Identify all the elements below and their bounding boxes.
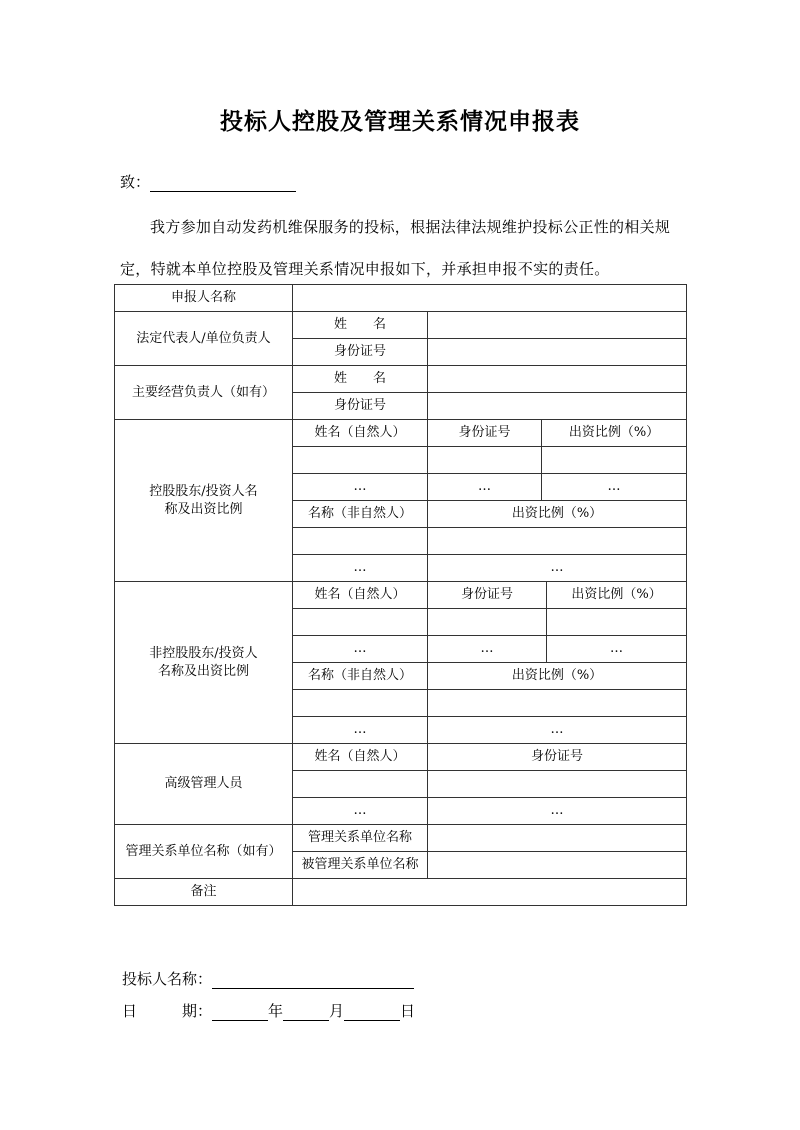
table-row: [115, 312, 687, 339]
senior-mgmt-id-field[interactable]: [428, 771, 687, 798]
non-controlling-natural-name-field[interactable]: [293, 609, 428, 636]
mgmt-unit-field[interactable]: [428, 825, 687, 852]
legal-rep-id-label: 身份证号: [293, 339, 428, 366]
ellipsis-cell: …: [542, 474, 687, 501]
ellipsis-cell: …: [428, 798, 687, 825]
addressee-blank[interactable]: [150, 175, 296, 192]
senior-mgmt-label: 高级管理人员: [115, 744, 293, 825]
legal-rep-label: 法定代表人/单位负责人: [115, 312, 293, 366]
table-row: [115, 582, 687, 609]
table-row: [115, 285, 687, 312]
ellipsis-cell: …: [547, 636, 687, 663]
date-line: [122, 1000, 415, 1021]
table-row: [115, 825, 687, 852]
non-controlling-natural-ratio-field[interactable]: [547, 609, 687, 636]
ellipsis-cell: …: [293, 555, 428, 582]
table-row: [115, 879, 687, 906]
ellipsis-cell: …: [293, 636, 428, 663]
col-header-ratio: 出资比例（%）: [428, 501, 687, 528]
non-controlling-shareholder-label: 非控股股东/投资人名称及出资比例: [115, 582, 293, 744]
page-title: 投标人控股及管理关系情况申报表: [220, 108, 580, 135]
main-manager-name-label: 姓 名: [293, 366, 428, 393]
ellipsis-cell: …: [293, 474, 428, 501]
mgmt-unit-label: 管理关系单位名称: [293, 825, 428, 852]
bidder-name-blank[interactable]: [212, 972, 414, 989]
ellipsis-cell: …: [293, 717, 428, 744]
addressee-line: [120, 171, 296, 192]
legal-rep-id-field[interactable]: [428, 339, 687, 366]
col-header-ratio: 出资比例（%）: [542, 420, 687, 447]
remarks-field[interactable]: [293, 879, 687, 906]
day-label: 日: [400, 1002, 416, 1020]
ellipsis-cell: …: [428, 474, 542, 501]
month-blank[interactable]: [283, 1004, 329, 1021]
col-header-ratio: 出资比例（%）: [428, 663, 687, 690]
bidder-name-line: [122, 968, 414, 989]
table-row: [115, 420, 687, 447]
applicant-name-label: 申报人名称: [115, 285, 293, 312]
remarks-label: 备注: [115, 879, 293, 906]
bidder-name-label: 投标人名称：: [122, 970, 213, 988]
col-header-id: 身份证号: [428, 582, 547, 609]
col-header-name-non-natural: 名称（非自然人）: [293, 501, 428, 528]
main-manager-name-field[interactable]: [428, 366, 687, 393]
main-manager-label: 主要经营负责人（如有）: [115, 366, 293, 420]
declaration-table: [114, 284, 687, 906]
col-header-name: 姓名（自然人）: [293, 420, 428, 447]
applicant-name-field[interactable]: [293, 285, 687, 312]
non-controlling-entity-ratio-field[interactable]: [428, 690, 687, 717]
controlling-natural-ratio-field[interactable]: [542, 447, 687, 474]
controlling-shareholder-label: 控股股东/投资人名称及出资比例: [115, 420, 293, 582]
managed-unit-field[interactable]: [428, 852, 687, 879]
ellipsis-cell: …: [428, 717, 687, 744]
year-label: 年: [268, 1002, 284, 1020]
controlling-natural-id-field[interactable]: [428, 447, 542, 474]
main-manager-id-field[interactable]: [428, 393, 687, 420]
legal-rep-name-field[interactable]: [428, 312, 687, 339]
non-controlling-natural-id-field[interactable]: [428, 609, 547, 636]
col-header-ratio: 出资比例（%）: [547, 582, 687, 609]
senior-mgmt-name-field[interactable]: [293, 771, 428, 798]
ellipsis-cell: …: [293, 798, 428, 825]
legal-rep-name-label: 姓 名: [293, 312, 428, 339]
ellipsis-cell: …: [428, 555, 687, 582]
declaration-paragraph: 我方参加自动发药机维保服务的投标，根据法律法规维护投标公正性的相关规定，特就本单位控股及管理关系情况申报如下，并承担申报不实的责任。: [120, 218, 671, 278]
day-blank[interactable]: [344, 1004, 400, 1021]
controlling-entity-name-field[interactable]: [293, 528, 428, 555]
month-label: 月: [329, 1002, 345, 1020]
controlling-entity-ratio-field[interactable]: [428, 528, 687, 555]
date-label: 日 期：: [122, 1002, 213, 1020]
managed-unit-label: 被管理关系单位名称: [293, 852, 428, 879]
controlling-natural-name-field[interactable]: [293, 447, 428, 474]
main-manager-id-label: 身份证号: [293, 393, 428, 420]
year-blank[interactable]: [212, 1004, 268, 1021]
col-header-name-non-natural: 名称（非自然人）: [293, 663, 428, 690]
col-header-name: 姓名（自然人）: [293, 582, 428, 609]
ellipsis-cell: …: [428, 636, 547, 663]
col-header-id: 身份证号: [428, 744, 687, 771]
addressee-label: 致：: [120, 173, 151, 191]
col-header-name: 姓名（自然人）: [293, 744, 428, 771]
table-row: [115, 744, 687, 771]
col-header-id: 身份证号: [428, 420, 542, 447]
table-row: [115, 366, 687, 393]
non-controlling-entity-name-field[interactable]: [293, 690, 428, 717]
mgmt-relation-label: 管理关系单位名称（如有）: [115, 825, 293, 879]
